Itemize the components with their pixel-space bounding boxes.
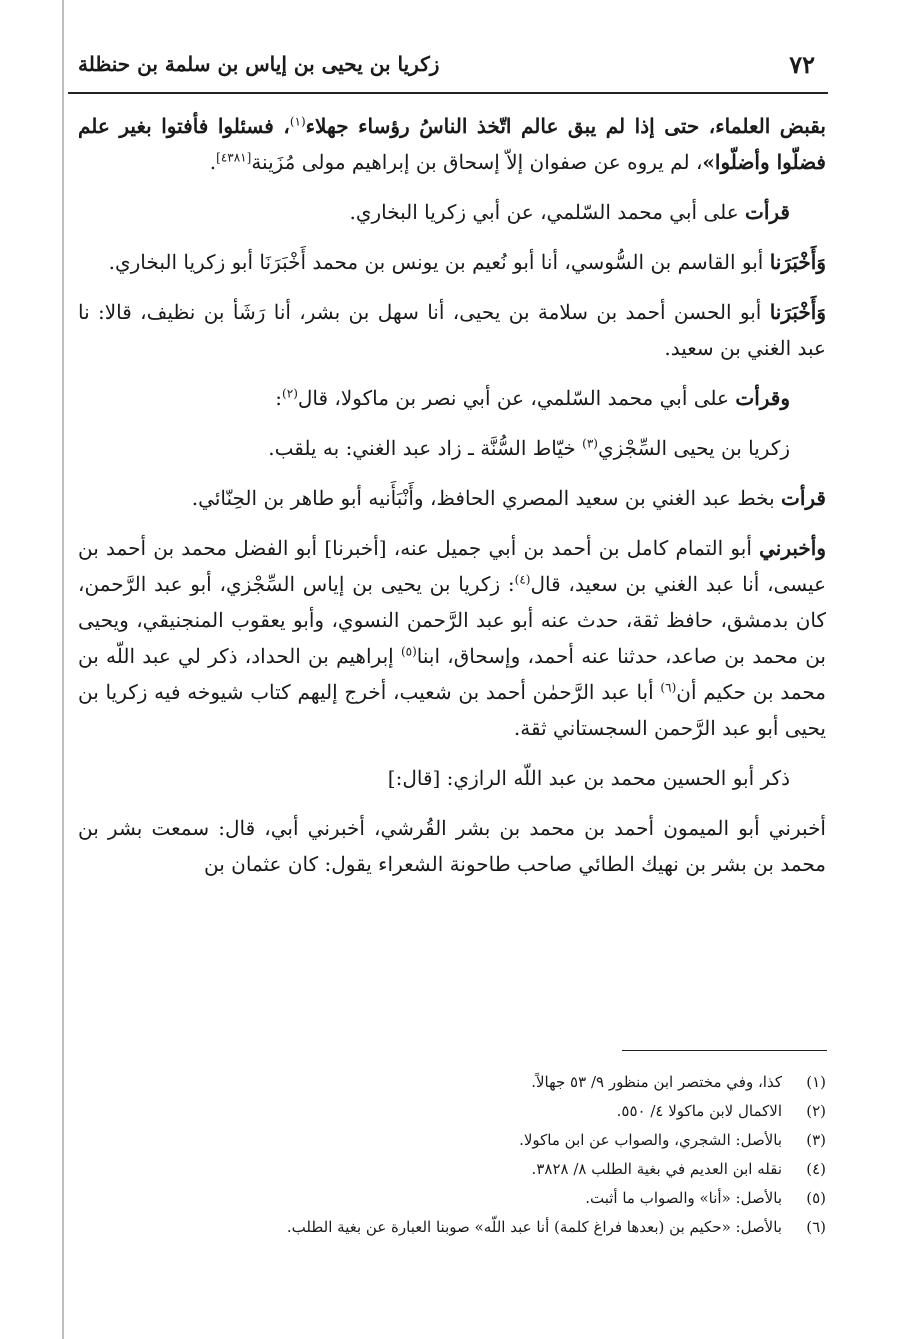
text: أبو التمام كامل بن أحمد بن أبي جميل عنه، [أخبرنا] أبو الفضل محمد بن أحمد بن عيسى، أنا عبد الغني بن سعيد، قال <box>78 536 827 596</box>
paragraph-2 <box>78 194 826 230</box>
text: على أبي محمد السّلمي، عن أبي زكريا البخاري. <box>349 200 746 224</box>
page-header <box>78 46 823 90</box>
footnote-item <box>200 1213 826 1242</box>
footnote-number: (٥) <box>806 1189 826 1207</box>
footnote-number: (١) <box>806 1073 826 1091</box>
text: ذكر أبو الحسين محمد بن عبد اللّه الرازي: [قال:] <box>387 766 790 790</box>
footnote-number: (٦) <box>806 1218 826 1236</box>
entry-number: [٤٣٨١] <box>216 150 252 165</box>
footnote-item <box>200 1097 826 1126</box>
text: : زكريا بن يحيى بن إياس السِّجْزي، أبو عبد الرَّحمن، كان بدمشق، حافظ ثقة، حدث عنه أبو عبد الرَّحمن النسوي، وأبو يعقوب المنجنيقي، ويحيى بن محمد بن صاعد، حدثنا عنه أحمد، وإسحاق، ابنا <box>78 572 826 668</box>
lead-word: قرأت <box>745 200 790 224</box>
footnotes <box>200 1068 826 1242</box>
paragraph-5 <box>78 380 826 416</box>
footnote-text: كذا، وفي مختصر ابن منظور ٩/ ٥٣ جهالاً. <box>531 1073 782 1091</box>
lead-word: وقرأت <box>735 386 790 410</box>
bold-text: ، فسئلوا فأفتوا بغير علم فضلّوا وأضلّوا» <box>78 114 826 174</box>
text: أخبرني أبو الميمون أحمد بن محمد بن بشر القُرشي، أخبرني أبي، قال: سمعت بشر بن محمد بن بشر بن نهيك الطائي صاحب طاحونة الشعراء يقول: كان عثمان بن <box>78 816 826 876</box>
footnote-item <box>200 1068 826 1097</box>
lead-word: وأخبرني <box>759 536 826 560</box>
footnote-number: (٢) <box>806 1102 826 1120</box>
footnote-item <box>200 1184 826 1213</box>
text: . <box>209 150 217 174</box>
paragraph-4 <box>78 294 826 366</box>
footnote-text: بالأصل: «أنا» والصواب ما أثبت. <box>585 1189 782 1207</box>
running-title: زكريا بن يحيى بن إياس بن سلمة بن حنظلة <box>78 52 440 76</box>
footnote-text: بالأصل: «حكيم بن (بعدها فراغ كلمة) أنا عبد اللّه» صوبنا العبارة عن بغية الطلب. <box>286 1218 782 1236</box>
text: على أبي محمد السّلمي، عن أبي نصر بن ماكولا، قال <box>297 386 736 410</box>
footnote-text: الاكمال لابن ماكولا ٤/ ٥٥٠. <box>616 1102 782 1120</box>
footnote-text: نقله ابن العديم في بغية الطلب ٨/ ٣٨٢٨. <box>531 1160 782 1178</box>
text: أبو الحسن أحمد بن سلامة بن يحيى، أنا سهل بن بشر، أنا رَشَأ بن نظيف، قالا: نا عبد الغني بن سعيد. <box>78 300 826 360</box>
footnote-ref: (٣) <box>582 436 598 451</box>
paragraph-6 <box>78 430 826 466</box>
footnote-ref: (٦) <box>660 680 677 695</box>
page-edge-line <box>62 0 64 1339</box>
footnote-text: بالأصل: الشجري، والصواب عن ابن ماكولا. <box>519 1131 782 1149</box>
text: أبو القاسم بن السُّوسي، أنا أبو نُعيم بن يونس بن محمد أَخْبَرَنَا أبو زكريا البخاري. <box>108 250 770 274</box>
text: زكريا بن يحيى السِّجْزي <box>597 436 790 460</box>
paragraph-9 <box>78 760 826 796</box>
lead-word: قرأت <box>781 486 826 510</box>
text: أبا عبد الرَّحمٰن أحمد بن شعيب، أخرج إليهم كتاب شيوخه فيه زكريا بن يحيى أبو عبد الرَّحمن السجستاني ثقة. <box>78 680 826 740</box>
footnote-item <box>200 1155 826 1184</box>
footnote-number: (٤) <box>806 1160 826 1178</box>
paragraph-7 <box>78 480 826 516</box>
footnote-item <box>200 1126 826 1155</box>
footnote-ref: (٢) <box>282 386 298 401</box>
text: خيّاط السُّنَّة ـ زاد عبد الغني: به يلقب. <box>268 436 583 460</box>
paragraph-3 <box>78 244 826 280</box>
text: ، لم يروه عن صفوان إلاّ إسحاق بن إبراهيم مولى مُزَينة <box>251 150 703 174</box>
text: : <box>275 386 283 410</box>
footnote-ref: (٥) <box>400 644 417 659</box>
page-number: ٧٢ <box>789 50 815 79</box>
header-divider <box>68 92 828 94</box>
paragraph-8 <box>78 530 826 746</box>
text: بخط عبد الغني بن سعيد المصري الحافظ، وأَنْبَأَنيه أبو طاهر بن الحِنّائي. <box>191 486 782 510</box>
text: إبراهيم بن الحداد، ذكر لي عبد اللّه بن محمد بن حكيم أن <box>78 644 826 704</box>
bold-text: بقبض العلماء، حتى إذا لم يبق عالم اتّخذ الناسُ رؤساء جهلاء <box>305 114 826 138</box>
paragraph-1 <box>78 108 826 180</box>
footnote-ref: (٤) <box>514 572 531 587</box>
footnote-divider <box>622 1050 827 1051</box>
lead-word: وَأَخْبَرَنا <box>769 250 826 274</box>
paragraph-10 <box>78 810 826 882</box>
footnote-number: (٣) <box>806 1131 826 1149</box>
footnote-ref: (١) <box>289 114 306 129</box>
main-text <box>78 108 826 896</box>
lead-word: وَأَخْبَرَنا <box>769 300 826 324</box>
